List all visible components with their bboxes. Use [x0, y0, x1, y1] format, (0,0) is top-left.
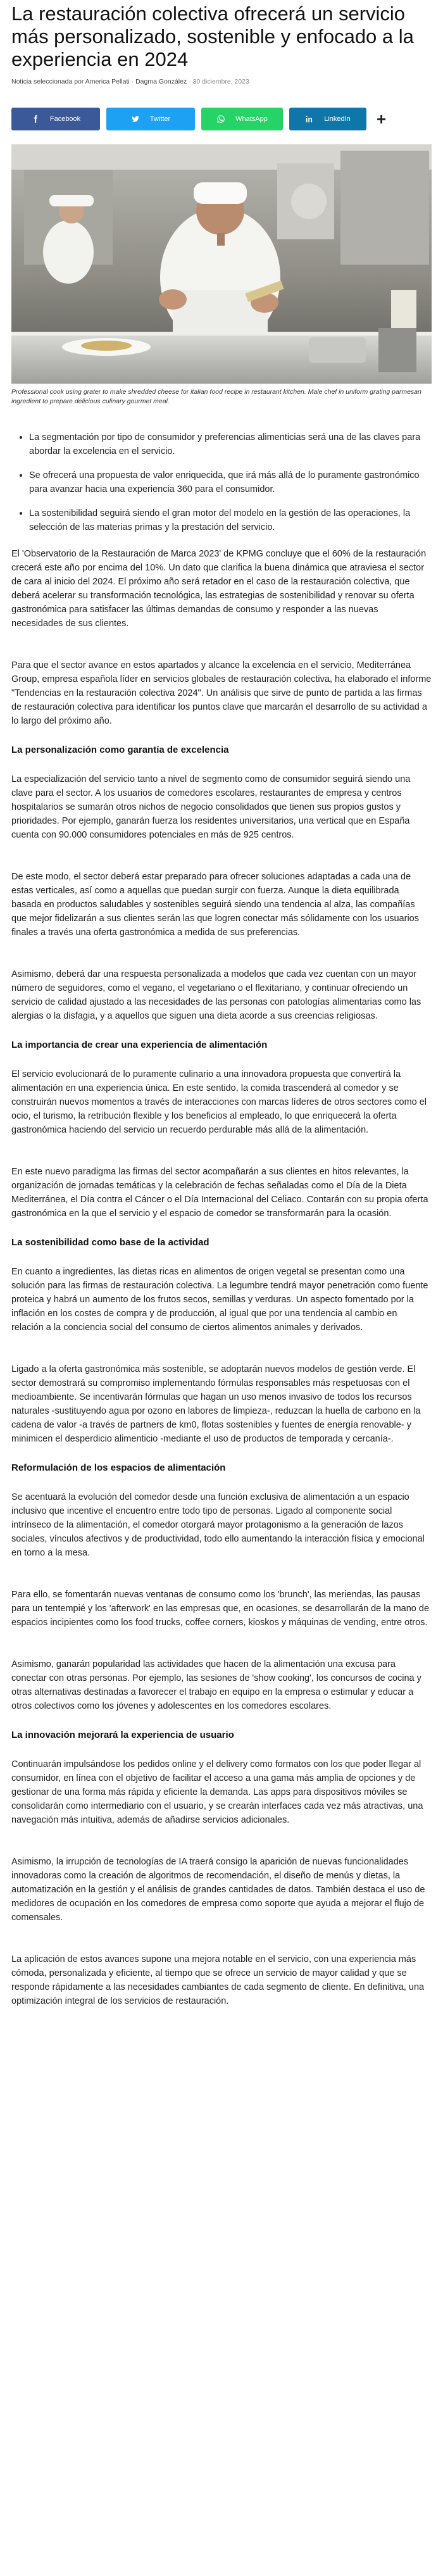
paragraph: Asimismo, deberá dar una respuesta personalizada a modelos que cada vez cuentan con un mayor número de seguidores, como el vegano, el vegetariano o el flexitariano, y continuar ofreciendo un servicio de calidad ajustado a las necesidades de las personas con patologías alimentarias como las alergias o la disfagia, y a aquellos que siguen una dieta acorde a sus creencias religiosas.	[11, 969, 421, 1021]
facebook-icon	[31, 115, 40, 123]
paragraph: La especialización del servicio tanto a nivel de segmento como de consumidor seguirá siendo una clave para el sector. A los usuarios de comedores escolares, restaurantes de empresa y centros hospitalarios se sumarán otros nichos de negocio consolidados que tienen sus propios gustos y prioridades. Por ejemplo, ganarán fuerza los residentes universitarios, una vertical que en España cuenta con 90.000 consumidores potenciales en más de 925 centros.	[11, 774, 411, 840]
kitchen-photo	[11, 144, 432, 384]
section-heading: La personalización como garantía de excelencia	[11, 745, 229, 755]
linkedin-icon	[305, 115, 314, 123]
more-share-button[interactable]: +	[377, 110, 387, 129]
photo-caption: Professional cook using grater to make shredded cheese for italian food recipe in restaurant kitchen. Male chef in uniform grating parmesan ingredient to prepare delicious culinary gourmet meal.	[11, 388, 421, 405]
twitter-icon	[131, 115, 140, 123]
paragraph: Asimismo, ganarán popularidad las actividades que hacen de la alimentación una excusa para conectar con otras personas. Por ejemplo, las sesiones de 'show cooking', los concursos de cocina y otras alternativas destinadas a favorecer el trabajo en equipo en la empresa o estimular y educar a otros colectivos como los jóvenes y adolescentes en los comedores escolares.	[11, 1659, 421, 1711]
section-heading: La innovación mejorará la experiencia de usuario	[11, 1730, 234, 1740]
page-title: La restauración colectiva ofrecerá un servicio más personalizado, sostenible y enfocado a la experiencia en 2024	[11, 3, 414, 70]
paragraph: Ligado a la oferta gastronómica más sostenible, se adoptarán nuevos modelos de gestión verde. El sector demostrará su compromiso implementando fórmulas responsables más respetuosas con el medioambiente. Se incentivarán fórmulas que hagan un uso menos invasivo de todos los recursos naturales -sustituyendo agua por ozono en labores de limpieza-, reduzcan la huella de carbono en la cadena de valor -a través de partners de km0, flotas sostenibles y fuentes de energía renovable- y minimicen el desperdicio alimenticio -mediante el uso de productos de temporada y cercanía-.	[11, 1364, 421, 1444]
facebook-share-button[interactable]	[11, 108, 100, 130]
publish-date: · 30 diciembre, 2023	[189, 78, 249, 85]
whatsapp-share-button[interactable]	[201, 108, 283, 130]
paragraph: En cuanto a ingredientes, las dietas ricas en alimentos de origen vegetal se presentan como una solución para las firmas de restauración colectiva. La legumbre tendrá mayor penetración como fuente proteica y habrá un aumento de los frutos secos, semillas y verduras. Un aspecto fomentado por la inflación en los costes de compra y de producción, al igual que por una tendencia al cambio en relación a la conciencia social del consumo de ciertos alimentos animales y derivados.	[11, 1267, 428, 1333]
bullet-item: • La segmentación por tipo de consumidor y preferencias alimenticias será una de las claves para abordar la excelencia en el servicio.	[29, 430, 432, 458]
summary-bullets	[11, 430, 432, 534]
paragraph: Asimismo, la irrupción de tecnologías de IA traerá consigo la aparición de nuevas funcionalidades innovadoras como la creación de algoritmos de recomendación, el diseño de menús y dietas, la automatización en la gestión y el análisis de grandes cantidades de datos. También destaca el uso de medidores de ocupación en los comedores de empresa como soporte que ayuda a mejorar el flujo de comensales.	[11, 1857, 425, 1923]
section-heading: Reformulación de los espacios de alimentación	[11, 1462, 226, 1473]
linkedin-share-label: LinkedIn	[324, 115, 351, 123]
paragraph: Para que el sector avance en estos apartados y alcance la excelencia en el servicio, Mediterránea Group, empresa española líder en servicios globales de restauración colectiva, ha elaborado el informe "Tendencias en la restauración colectiva 2024". Un análisis que sirve de punto de partida a las firmas de restauración colectiva para identificar los puntos clave que marcarán el desarrollo de su actividad a lo largo del próximo año.	[11, 660, 432, 726]
paragraph: De este modo, el sector deberá estar preparado para ofrecer soluciones adaptadas a cada una de estas verticales, así como a aquellas que puedan surgir con fuerza. Aunque la dieta equilibrada basada en productos saludables y sostenibles seguirá siendo una tendencia al alza, las compañías que mejor fidelizarán a sus clientes serán las que logren conectar más sólidamente con los usuarios finales a través una oferta gastronómica a medida de sus preferencias.	[11, 872, 419, 938]
bullet-item: • La sostenibilidad seguirá siendo el gran motor del modelo en la gestión de las operaciones, la selección de las materias primas y la prestación del servicio.	[29, 506, 432, 534]
hero-photo	[11, 144, 432, 384]
whatsapp-icon	[216, 115, 225, 123]
paragraph: Se acentuará la evolución del comedor desde una función exclusiva de alimentación a un espacio inclusivo que incentive el encuentro entre todo tipo de personas. Ligado al componente social intrínseco de la alimentación, el comedor otorgará mayor protagonismo a la generación de lazos sociales, vínculos afectivos y de productividad, todo ello aumentando la interacción física y emocional en torno a la mesa.	[11, 1492, 425, 1558]
paragraph: El 'Observatorio de la Restauración de Marca 2023' de KPMG concluye que el 60% de la restauración crecerá este año por encima del 10%. Un dato que clarifica la buena dinámica que atraviesa el sector de cara al inicio del 2024. El próximo año será retador en el caso de la restauración colectiva, que deberá acelerar su transformación tecnológica, las estrategias de sostenibilidad y renovar su oferta gastronómica para satisfacer las últimas demandas de consumo y responder a las nuevas necesidades de sus clientes.	[11, 549, 427, 629]
twitter-share-label: Twitter	[149, 115, 171, 123]
facebook-share-label: Facebook	[49, 115, 81, 123]
section-heading: La sostenibilidad como base de la actividad	[11, 1237, 209, 1248]
whatsapp-share-label: WhatsApp	[235, 115, 268, 123]
twitter-share-button[interactable]	[106, 108, 195, 130]
paragraph: En este nuevo paradigma las firmas del sector acompañarán a sus clientes en hitos relevantes, la organización de jornadas temáticas y la celebración de fechas señaladas como el Día de la Dieta Mediterránea, el Día contra el Cáncer o el Día Internacional del Celiaco. Contarán con su propia oferta gastronómica en la que el servicio y el espacio de comedor se transformarán para la ocasión.	[11, 1167, 428, 1219]
paragraph: El servicio evolucionará de lo puramente culinario a una innovadora propuesta que convertirá la alimentación en una experiencia única. En este sentido, la comida trascenderá al comedor y se construirán nuevos momentos a través de interacciones con marcas líderes de otros sectores como el ocio, el turismo, la retribución flexible y los beneficios al empleado, lo que enriquecerá la oferta gastronómica haciendo del servicio un recuerdo perdurable más allá de la alimentación.	[11, 1069, 427, 1135]
linkedin-share-button[interactable]	[289, 108, 366, 130]
paragraph: Continuarán impulsándose los pedidos online y el delivery como formatos con los que poder llegar al consumidor, en línea con el objetivo de facilitar el acceso a una gama más amplia de opciones y de gestionar de una forma más rápida y eficiente la demanda. Las apps para dispositivos móviles se consolidarán como intermediario con el usuario, y se crearán interfaces cada vez más atractivas, una navegación más intuitiva, además de añadirse servicios adicionales.	[11, 1759, 423, 1825]
bullet-item: • Se ofrecerá una propuesta de valor enriquecida, que irá más allá de lo puramente gastronómico para avanzar hacia una experiencia 360 para el consumidor.	[29, 468, 432, 496]
byline	[11, 77, 432, 86]
section-heading: La importancia de crear una experiencia de alimentación	[11, 1040, 268, 1050]
paragraph: Para ello, se fomentarán nuevas ventanas de consumo como los 'brunch', las meriendas, las pausas para un tentempié y los 'afterwork' en las empresas que, en ocasiones, se desarrollarán de la mano de espacios incipientes como los food trucks, coffee corners, kioskos y máquinas de vending, entre otros.	[11, 1590, 430, 1628]
paragraph: La aplicación de estos avances supone una mejora notable en el servicio, con una experiencia más cómoda, personalizada y eficiente, al tiempo que se ofrece un servicio de mayor calidad y que se responde rápidamente a las necesidades cambiantes de cada segmento de cliente. En definitiva, una optimización integral de los servicios de restauración.	[11, 1954, 425, 2006]
byline-authors: Noticia seleccionada por America Pellati · Dagma González	[11, 78, 187, 85]
share-bar	[11, 108, 432, 130]
